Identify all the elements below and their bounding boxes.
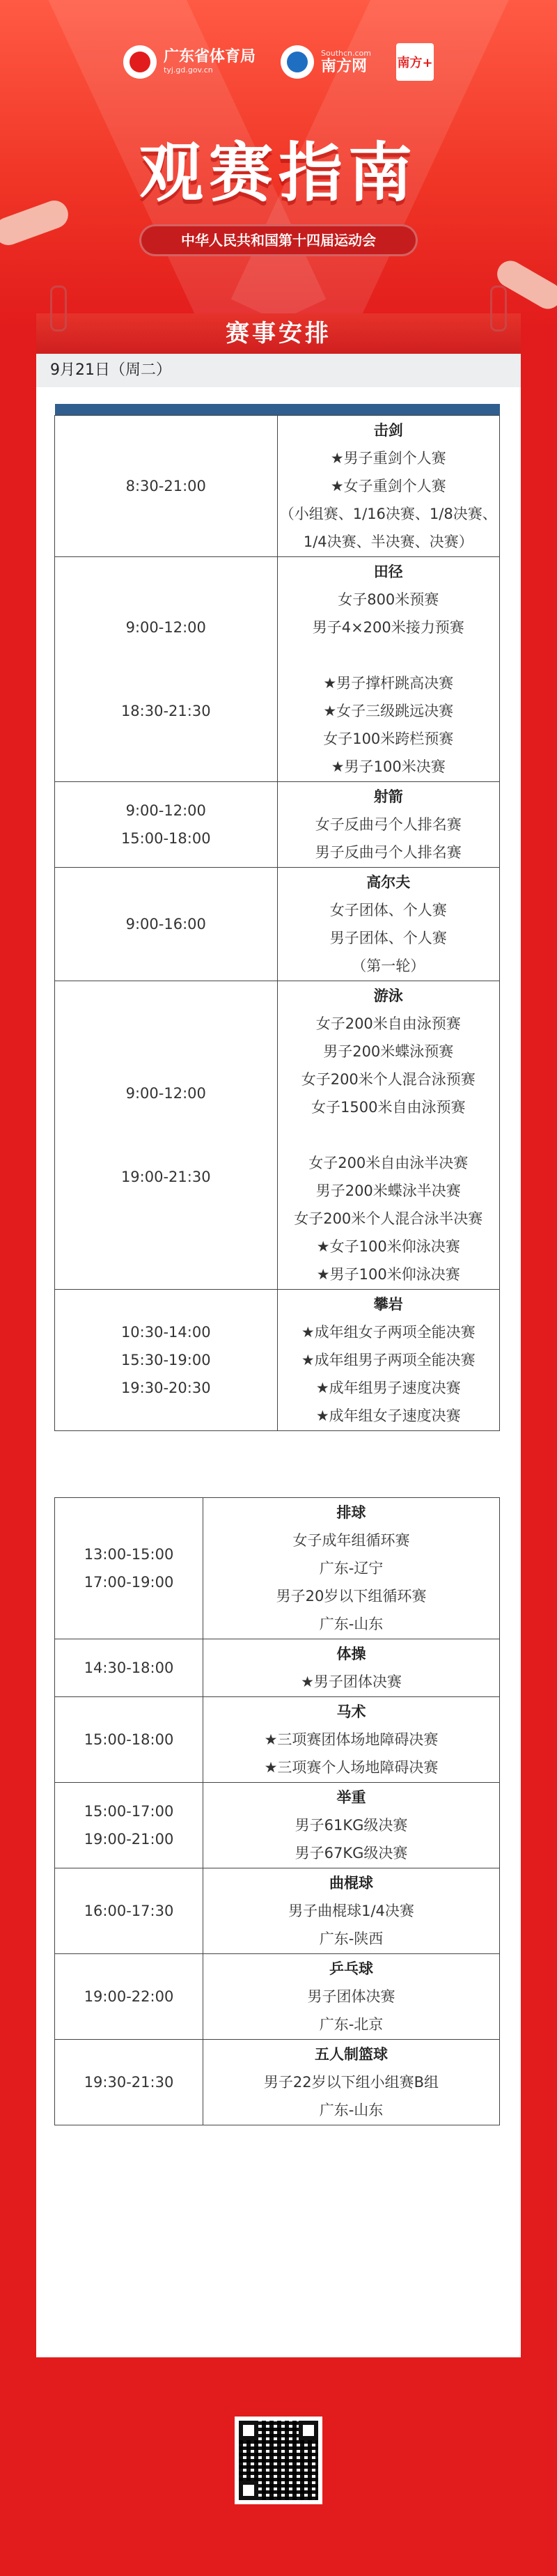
time-text: 19:00-21:00 — [84, 1831, 174, 1848]
event-item: 男子团体、个人赛 — [329, 930, 447, 946]
time-text: 9:00-12:00 — [125, 802, 206, 819]
event-item: ★男子团体决赛 — [301, 1673, 402, 1690]
event-cell — [203, 1697, 500, 1783]
event-item: ★成年组女子速度决赛 — [315, 1407, 461, 1424]
sports-bureau-logo-icon — [123, 45, 157, 79]
event-item: 广东-辽宁 — [319, 1560, 384, 1577]
time-cell — [55, 1498, 203, 1639]
time-text: 17:00-19:00 — [84, 1574, 174, 1591]
event-cell — [277, 782, 500, 868]
event-item: ★女子重剑个人赛 — [330, 478, 446, 494]
event-item: 女子200米自由泳预赛 — [315, 1015, 461, 1032]
time-text: 15:00-18:00 — [120, 830, 211, 847]
sport-name: 体操 — [336, 1646, 366, 1662]
event-item: 女子反曲弓个人排名赛 — [315, 816, 462, 833]
event-item: 女子团体、个人赛 — [329, 902, 447, 919]
event-item: 女子800米预赛 — [338, 591, 439, 608]
event-item: ★成年组男子两项全能决赛 — [301, 1352, 476, 1368]
event-item: 女子成年组循环赛 — [292, 1532, 410, 1549]
logo1-sub: tyj.gd.gov.cn — [164, 65, 213, 75]
time-text: 8:30-21:00 — [125, 478, 206, 494]
time-text: 14:30-18:00 — [84, 1660, 174, 1676]
logo2-sub: Southcn.com — [321, 49, 371, 58]
southcn-logo — [281, 45, 371, 79]
sports-bureau-logo — [123, 45, 256, 79]
time-cell — [55, 1783, 203, 1868]
time-text: 16:00-17:30 — [84, 1903, 174, 1919]
event-item: （第一轮） — [352, 958, 425, 974]
time-text: 15:30-19:00 — [120, 1352, 211, 1368]
time-text: 13:00-15:00 — [84, 1546, 174, 1563]
event-item: 女子1500米自由泳预赛 — [311, 1099, 466, 1116]
event-item: （小组赛、1/16决赛、1/8决赛、 — [279, 506, 497, 522]
event-item: 男子200米蝶泳半决赛 — [315, 1182, 461, 1199]
qr-code-icon — [235, 2417, 322, 2504]
event-item: ★男子100米决赛 — [331, 758, 446, 775]
table-row — [55, 1954, 500, 2040]
table-row — [55, 981, 500, 1290]
hook-icon — [490, 286, 507, 331]
event-cell — [203, 1783, 500, 1868]
event-item: ★三项赛团体场地障碍决赛 — [264, 1731, 439, 1748]
event-item: ★女子100米仰泳决赛 — [316, 1238, 460, 1255]
sport-name: 乒乓球 — [329, 1960, 373, 1977]
event-item: ★男子重剑个人赛 — [330, 450, 446, 467]
time-text: 19:00-21:30 — [120, 1169, 211, 1185]
sport-name: 五人制篮球 — [315, 2046, 388, 2063]
event-cell — [277, 981, 500, 1290]
table-row — [55, 1868, 500, 1954]
time-text: 19:00-22:00 — [84, 1988, 174, 2005]
event-cell — [277, 416, 500, 557]
event-cell — [277, 868, 500, 981]
event-item: 男子4×200米接力预赛 — [312, 619, 464, 636]
event-item: 女子200米个人混合泳半决赛 — [294, 1210, 483, 1227]
time-text: 19:30-20:30 — [120, 1380, 211, 1396]
schedule-date: 9月21日（周二） — [36, 354, 521, 387]
logo2-name: 南方网 — [321, 58, 368, 75]
time-cell — [55, 1290, 278, 1431]
table-row — [55, 416, 500, 557]
time-cell — [55, 557, 278, 782]
event-cell — [203, 2040, 500, 2125]
event-cell — [203, 1639, 500, 1697]
table-row — [55, 2040, 500, 2125]
table-row — [55, 1639, 500, 1697]
table-row — [55, 557, 500, 782]
table-row — [55, 782, 500, 868]
time-cell — [55, 981, 278, 1290]
event-item: ★男子撑杆跳高决赛 — [323, 675, 454, 692]
event-item: 广东-山东 — [319, 1616, 384, 1632]
hook-icon — [50, 286, 67, 331]
event-item: 广东-北京 — [319, 2016, 384, 2033]
schedule-board — [36, 313, 521, 2357]
time-text: 9:00-12:00 — [125, 619, 206, 636]
sport-name: 攀岩 — [373, 1296, 403, 1313]
nanfangplus-logo — [396, 43, 434, 81]
schedule-heading: 赛事安排 — [36, 313, 521, 354]
table-row — [55, 868, 500, 981]
time-text: 19:30-21:30 — [84, 2074, 174, 2091]
time-text: 9:00-12:00 — [125, 1085, 206, 1102]
sport-name: 曲棍球 — [329, 1875, 373, 1891]
time-cell — [55, 1868, 203, 1954]
table-row — [55, 1290, 500, 1431]
event-item: 男子200米蝶泳预赛 — [323, 1043, 454, 1060]
event-item: 广东-陕西 — [319, 1930, 384, 1947]
event-item: ★女子三级跳远决赛 — [323, 703, 454, 719]
event-item: 女子200米个人混合泳预赛 — [301, 1071, 476, 1088]
event-item: 1/4决赛、半决赛、决赛） — [303, 533, 473, 550]
sport-name: 举重 — [336, 1789, 366, 1806]
sport-name: 田径 — [373, 563, 403, 580]
event-item: 男子团体决赛 — [307, 1988, 395, 2005]
time-text: 18:30-21:30 — [120, 703, 211, 719]
sport-name: 击剑 — [373, 422, 403, 439]
event-cell — [203, 1954, 500, 2040]
event-cell — [277, 1290, 500, 1431]
page-subtitle: 中华人民共和国第十四届运动会 — [139, 224, 418, 256]
time-cell — [55, 782, 278, 868]
time-cell — [55, 868, 278, 981]
sport-name: 射箭 — [373, 788, 403, 805]
event-cell — [203, 1498, 500, 1639]
sport-name: 游泳 — [373, 988, 403, 1004]
header-banner — [0, 0, 557, 327]
event-item: 男子61KG级决赛 — [295, 1817, 408, 1834]
time-text: 10:30-14:00 — [120, 1324, 211, 1341]
time-cell — [55, 1954, 203, 2040]
event-cell — [203, 1868, 500, 1954]
schedule-table-1 — [54, 404, 500, 1431]
southcn-logo-icon — [281, 45, 314, 79]
time-cell — [55, 416, 278, 557]
table-row — [55, 1498, 500, 1639]
time-text: 15:00-17:00 — [84, 1803, 174, 1820]
event-item: ★三项赛个人场地障碍决赛 — [264, 1759, 439, 1776]
event-item: 广东-山东 — [319, 2102, 384, 2118]
event-item: 男子67KG级决赛 — [295, 1845, 408, 1861]
time-cell — [55, 1639, 203, 1697]
time-text: 15:00-18:00 — [84, 1731, 174, 1748]
time-text: 9:00-16:00 — [125, 916, 206, 932]
time-cell — [55, 2040, 203, 2125]
event-cell — [277, 557, 500, 782]
schedule-table-2 — [54, 1497, 500, 2125]
event-item: 男子20岁以下组循环赛 — [276, 1588, 427, 1605]
logo-row — [0, 43, 557, 81]
table-top-bar — [55, 404, 500, 416]
sport-name: 马术 — [336, 1703, 366, 1720]
event-item: 女子100米跨栏预赛 — [323, 731, 454, 747]
event-item: 男子反曲弓个人排名赛 — [315, 844, 462, 861]
event-item: ★男子100米仰泳决赛 — [316, 1266, 460, 1283]
page-title: 观赛指南 — [139, 135, 418, 210]
nanfangplus-logo-icon: 南方+ — [396, 43, 434, 81]
event-item: ★成年组女子两项全能决赛 — [301, 1324, 476, 1341]
logo1-name: 广东省体育局 — [164, 48, 256, 65]
time-cell — [55, 1697, 203, 1783]
sport-name: 排球 — [336, 1504, 366, 1521]
event-item: 男子22岁以下组小组赛B组 — [263, 2074, 439, 2091]
event-item: ★成年组男子速度决赛 — [315, 1380, 461, 1396]
sport-name: 高尔夫 — [366, 874, 411, 891]
table-row — [55, 1697, 500, 1783]
event-item: 男子曲棍球1/4决赛 — [288, 1903, 414, 1919]
table-row — [55, 1783, 500, 1868]
event-item: 女子200米自由泳半决赛 — [308, 1155, 469, 1171]
